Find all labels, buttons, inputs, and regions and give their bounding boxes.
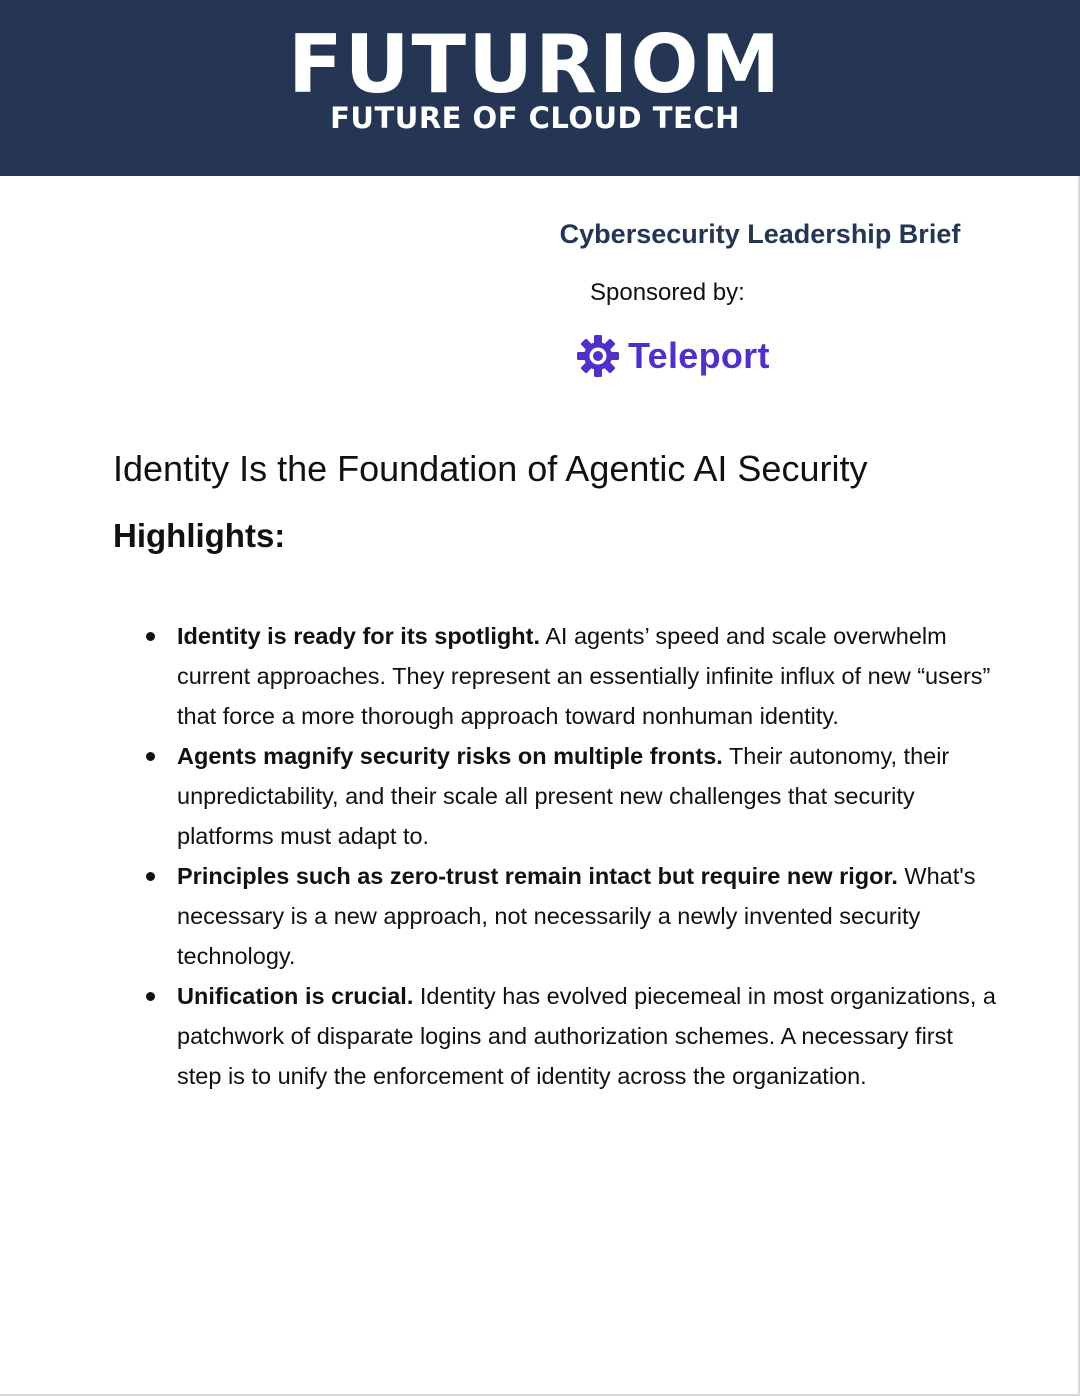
highlights-heading: Highlights:	[113, 517, 286, 554]
brief-label: Cybersecurity Leadership Brief	[559, 219, 961, 249]
bullet-icon	[146, 632, 155, 641]
highlight-text: AI agents’ speed and scale overwhelm current approaches. They represent an essentially infinite influx of new “users” that force a more thorough approach toward nonhuman identity.	[177, 623, 991, 729]
document-title: Identity Is the Foundation of Agentic AI Security	[113, 448, 868, 489]
bullet-icon	[146, 872, 155, 881]
sponsor-logo	[576, 332, 770, 380]
highlight-lead: Identity is ready for its spotlight.	[177, 623, 540, 649]
highlight-item	[177, 976, 997, 1096]
sponsor-name: Teleport	[628, 335, 770, 376]
brand-tagline: FUTURE OF CLOUD TECH	[330, 101, 740, 135]
highlight-text: What's necessary is a new approach, not necessarily a newly invented security technology.	[177, 863, 976, 969]
bullet-icon	[146, 752, 155, 761]
highlight-text: Their autonomy, their unpredictability, and their scale all present new challenges that security platforms must adapt to.	[177, 743, 950, 849]
highlight-lead: Agents magnify security risks on multiple fronts.	[177, 743, 723, 769]
highlight-item	[177, 616, 997, 736]
highlight-text: Identity has evolved piecemeal in most organizations, a patchwork of disparate logins and authorization schemes. A necessary first step is to unify the enforcement of identity across the organization.	[177, 983, 996, 1089]
highlight-lead: Unification is crucial.	[177, 983, 414, 1009]
header-banner	[0, 0, 1080, 176]
highlight-item	[177, 736, 997, 856]
sponsored-by-label: Sponsored by:	[590, 279, 745, 306]
highlight-lead: Principles such as zero-trust remain intact but require new rigor.	[177, 863, 898, 889]
highlights-list	[177, 616, 997, 1096]
highlight-item	[177, 856, 997, 976]
bullet-icon	[146, 992, 155, 1001]
gear-icon	[576, 334, 620, 378]
brand-logo: FUTURIOM	[287, 18, 783, 111]
